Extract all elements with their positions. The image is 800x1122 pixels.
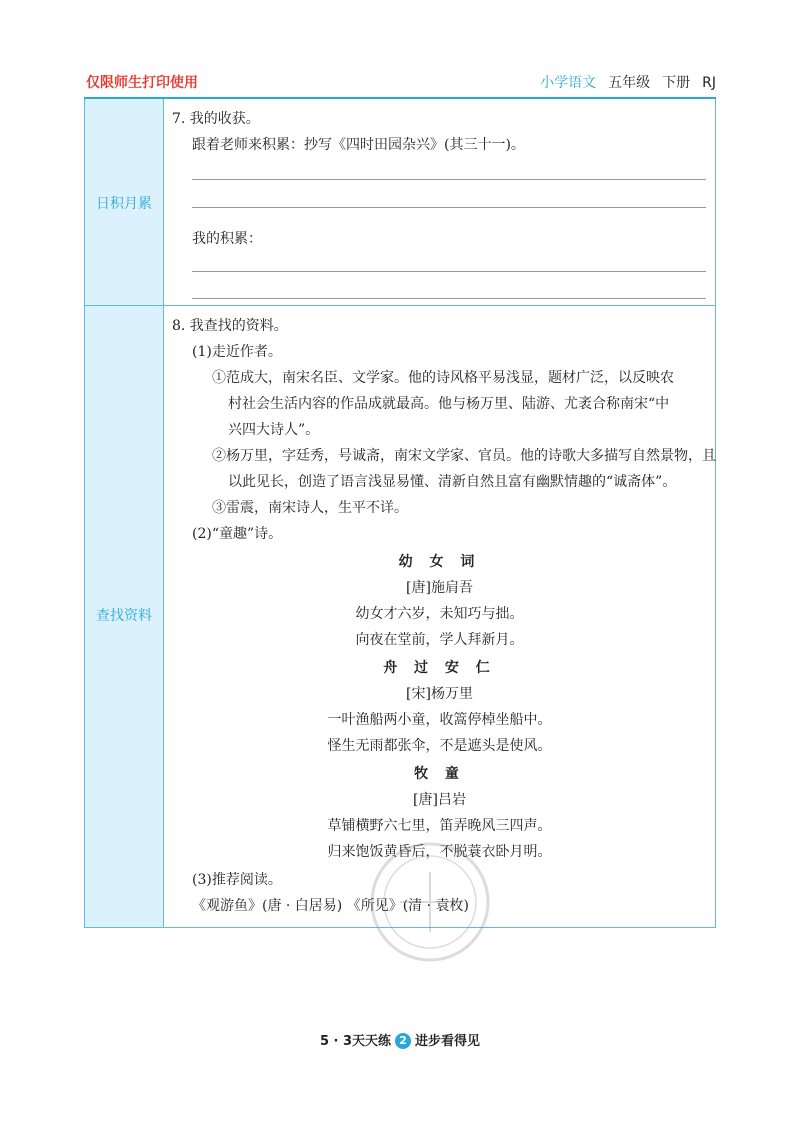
- page-footer: [0, 1030, 800, 1049]
- grade-label: 五年级: [608, 75, 651, 91]
- footer-slogan: 进步看得见: [415, 1034, 481, 1049]
- q8-part2: (2)“童趣”诗。: [192, 526, 283, 542]
- author-fan-line3: 兴四大诗人”。: [228, 422, 320, 438]
- worksheet-table: [84, 99, 716, 928]
- author-lei: ③雷震，南宋诗人，生平不详。: [212, 500, 408, 516]
- poem-title: 舟 过 安 仁: [383, 660, 496, 676]
- section-label-column: [85, 99, 164, 927]
- poem-line: 怪生无雨都张伞，不是遮头是使风。: [327, 738, 552, 754]
- section-label-accumulate: 日积月累: [96, 196, 152, 212]
- answer-line[interactable]: [192, 207, 706, 208]
- watermark-stamp-icon: [360, 832, 500, 972]
- q7-section: [164, 99, 715, 305]
- poem-title: 牧 童: [414, 766, 465, 782]
- term-label: 下册: [662, 75, 691, 91]
- q8-part1: (1)走近作者。: [192, 344, 282, 360]
- poem-line: 一叶渔船两小童，收篙停棹坐船中。: [327, 712, 552, 728]
- author-yang-line1: ②杨万里，字廷秀，号诚斋，南宋文学家、官员。他的诗歌大多描写自然景物，且: [212, 448, 716, 464]
- footer-badge: 2: [395, 1033, 411, 1049]
- book-info: [540, 72, 716, 92]
- answer-line[interactable]: [192, 271, 706, 272]
- recommended-reading: 《观游鱼》(唐 · 白居易) 《所见》(清 · 袁枚): [192, 898, 469, 914]
- poem-author: [宋]杨万里: [406, 686, 473, 702]
- q7-title: 7. 我的收获。: [172, 111, 260, 127]
- poem-title: 幼 女 词: [398, 554, 481, 570]
- q7-my-accumulation: 我的积累：: [192, 231, 262, 247]
- poem-line: 草铺横野六七里，笛弄晚风三四声。: [327, 818, 552, 834]
- q7-instruction: 跟着老师来积累：抄写《四时田园杂兴》(其三十一)。: [192, 137, 525, 153]
- author-yang-line2: 以此见长，创造了语言浅显易懂、清新自然且富有幽默情趣的“诚斋体”。: [228, 474, 677, 490]
- poem-line: 归来饱饭黄昏后，不脱蓑衣卧月明。: [327, 844, 552, 860]
- answer-line[interactable]: [192, 179, 706, 180]
- poem-line: 幼女才六岁，未知巧与拙。: [355, 606, 524, 622]
- print-notice: 仅限师生打印使用: [86, 75, 198, 91]
- section-label-research: 查找资料: [96, 608, 152, 624]
- author-fan-line2: 村社会生活内容的作品成就最高。他与杨万里、陆游、尤袤合称南宋“中: [228, 396, 670, 412]
- q8-part3: (3)推荐阅读。: [192, 872, 282, 888]
- page-header: [84, 68, 716, 98]
- q8-title: 8. 我查找的资料。: [172, 318, 288, 334]
- answer-line[interactable]: [192, 298, 706, 299]
- author-fan-line1: ①范成大，南宋名臣、文学家。他的诗风格平易浅显，题材广泛，以反映农: [212, 370, 674, 386]
- edition-label: RJ: [702, 75, 716, 91]
- poem-author: [唐]施肩吾: [406, 580, 473, 596]
- footer-brand: 5 · 3天天练: [319, 1034, 392, 1049]
- poem-author: [唐]吕岩: [413, 792, 466, 808]
- poem-line: 向夜在堂前，学人拜新月。: [355, 632, 524, 648]
- subject-label: 小学语文: [540, 75, 597, 91]
